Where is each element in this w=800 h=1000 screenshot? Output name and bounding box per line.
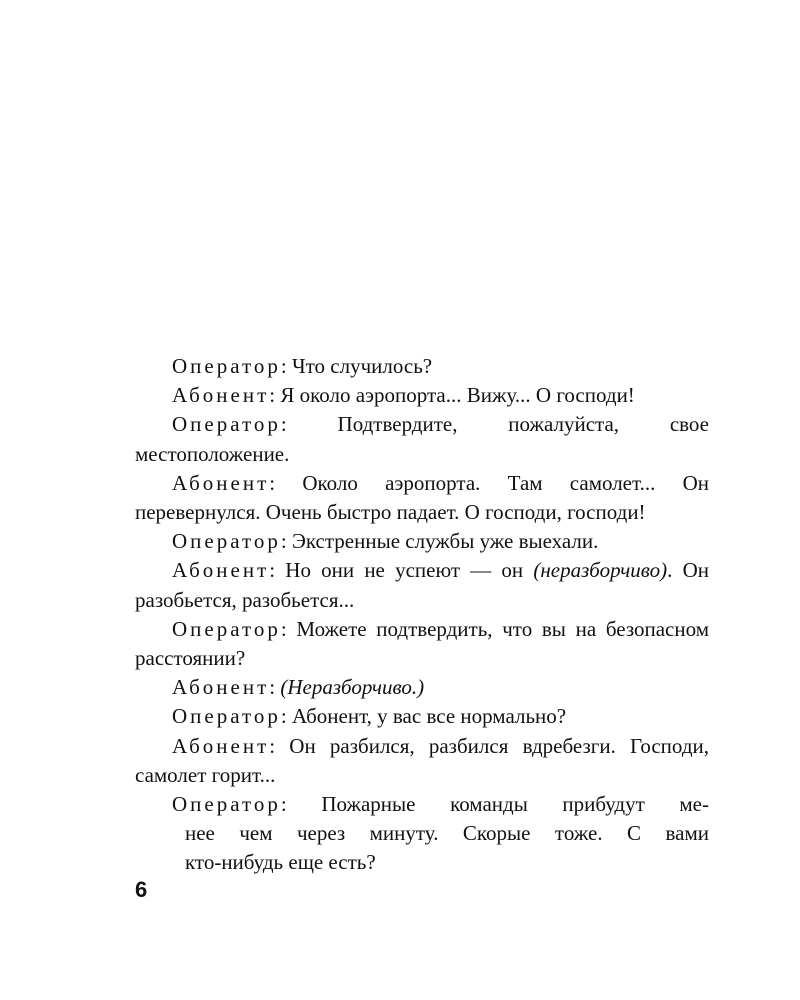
- line-text: : Что случилось?: [280, 354, 433, 378]
- speaker-operator: Оператор: [172, 529, 281, 554]
- line-text: : Он разбился, разбился вдребезги. Господи, самолет горит...: [135, 733, 709, 787]
- speaker-operator: Оператор: [172, 412, 281, 437]
- dialogue-line-4: [135, 469, 709, 527]
- line-text: . Он разобьется, разобьется...: [135, 558, 710, 612]
- dialogue-line-10: [135, 732, 709, 790]
- dialogue-line-8: [135, 673, 709, 702]
- dialogue-line-6: [135, 556, 709, 614]
- line-text: : Но они не успеют — он: [269, 558, 534, 583]
- speaker-caller: Абонент: [172, 383, 270, 408]
- line-row: нее чем через минуту. Скорые тоже. С вами: [185, 821, 709, 846]
- dialogue-line-7: [135, 615, 709, 673]
- line-text: : Абонент, у вас все нормально?: [280, 704, 567, 729]
- dialogue-text: [135, 352, 709, 878]
- line-text: : Я около аэропорта... Вижу... О господи!: [269, 383, 635, 408]
- page-number: 6: [135, 877, 148, 902]
- speaker-caller: Абонент: [172, 733, 270, 758]
- stage-direction: (неразборчиво): [533, 558, 668, 583]
- dialogue-line-1: [135, 352, 709, 381]
- dialogue-line-11: [135, 790, 709, 878]
- speaker-caller: Абонент: [172, 470, 270, 495]
- line-text: : Экстренные службы уже выехали.: [280, 529, 599, 554]
- dialogue-line-2: [135, 381, 709, 410]
- line-text: : Около аэропорта. Там самолет... Он перевернулся. Очень быстро падает. О господи, господи!: [135, 470, 709, 525]
- speaker-operator: Оператор: [172, 704, 281, 729]
- dialogue-line-5: [135, 527, 709, 556]
- line-text: : Пожарные команды прибудут ме-: [280, 792, 709, 817]
- speaker-caller: Абонент: [172, 675, 270, 700]
- line-row: [135, 790, 709, 819]
- speaker-operator: Оператор: [172, 616, 281, 641]
- speaker-caller: Абонент: [172, 558, 270, 583]
- speaker-operator: Оператор: [172, 354, 281, 378]
- dialogue-line-3: [135, 410, 709, 468]
- stage-direction: (Неразборчиво.): [280, 675, 425, 700]
- line-text: : Можете подтвердить, что вы на безопасном расстоянии?: [135, 616, 709, 671]
- line-text: : Подтвердите, пожалуйста, свое местоположение.: [135, 412, 709, 466]
- speaker-operator: Оператор: [172, 792, 281, 817]
- line-text: :: [269, 675, 281, 700]
- dialogue-line-9: [135, 702, 709, 731]
- line-row: кто-нибудь еще есть?: [185, 850, 376, 875]
